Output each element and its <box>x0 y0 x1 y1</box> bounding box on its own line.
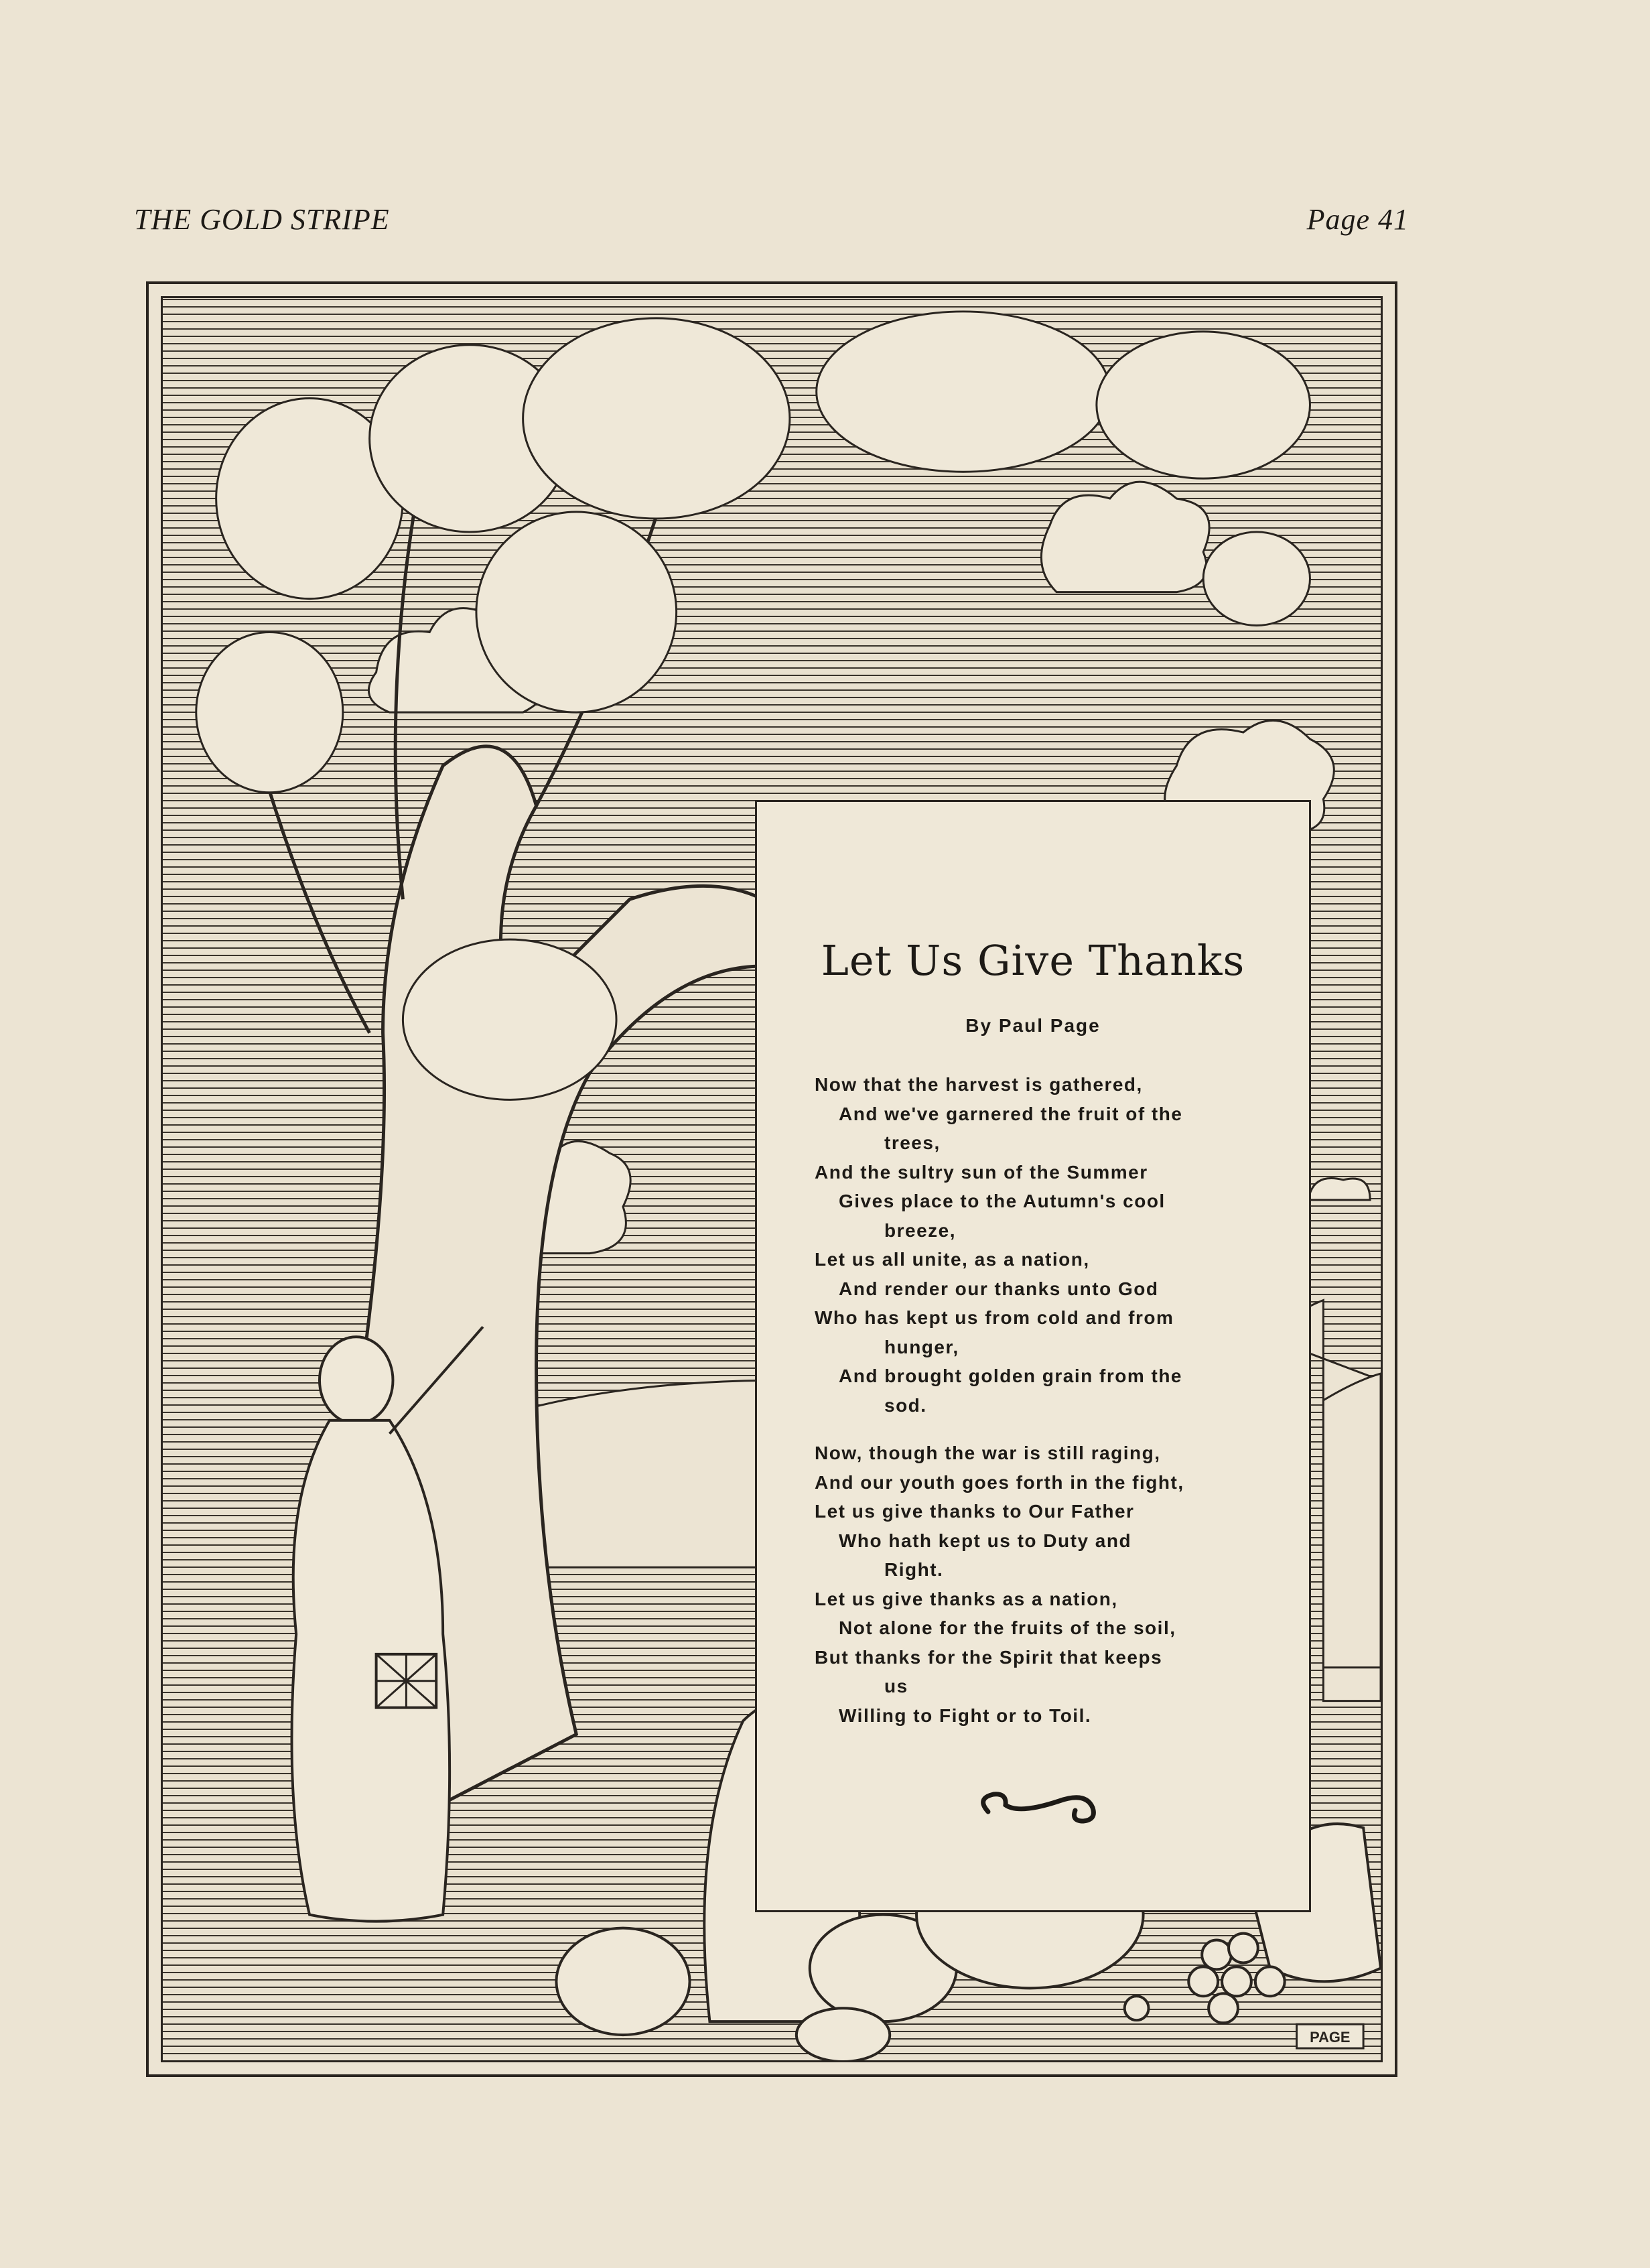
poem-line: Let us give thanks as a nation, <box>815 1588 1118 1609</box>
poem-line: Gives place to the Autumn's cool <box>839 1191 1166 1211</box>
running-head <box>134 196 1409 243</box>
poem-line: sod. <box>884 1394 927 1416</box>
poem-line: And brought golden grain from the <box>839 1365 1183 1386</box>
poem-line: But thanks for the Spirit that keeps <box>815 1646 1163 1668</box>
stanza-2 <box>815 1439 1257 1730</box>
poem-line: breeze, <box>884 1219 956 1241</box>
stanza-1 <box>815 1070 1257 1420</box>
poem-line: And the sultry sun of the Summer <box>815 1161 1148 1183</box>
poem-line: Who has kept us from cold and from <box>815 1307 1174 1328</box>
flourish-ornament <box>968 1784 1102 1830</box>
artist-signature <box>1297 2024 1364 2048</box>
poem-line: Let us all unite, as a nation, <box>815 1249 1090 1270</box>
poem-line: Now, though the war is still raging, <box>815 1443 1161 1463</box>
poem-line: hunger, <box>884 1336 959 1357</box>
poem-line: And our youth goes forth in the fight, <box>815 1471 1184 1493</box>
poem-line: Now that the harvest is gathered, <box>815 1074 1143 1095</box>
poem-line: Right. <box>884 1559 944 1580</box>
poem-line: Willing to Fight or to Toil. <box>839 1705 1092 1726</box>
magazine-title: THE GOLD STRIPE <box>134 202 390 236</box>
poem-line: Who hath kept us to Duty and <box>839 1530 1132 1551</box>
signature-text: PAGE <box>1310 2029 1351 2046</box>
page-number: Page 41 <box>1306 202 1409 236</box>
poem-line: us <box>884 1676 908 1696</box>
poem-byline: By Paul Page <box>965 1015 1101 1036</box>
poem-line: And we've garnered the fruit of the <box>839 1103 1183 1124</box>
illustration-frame <box>146 281 1397 2077</box>
poem-panel <box>755 800 1311 1912</box>
poem-line: Let us give thanks to Our Father <box>815 1501 1135 1522</box>
poem-line: Not alone for the fruits of the soil, <box>839 1617 1176 1638</box>
poem-line: And render our thanks unto God <box>839 1278 1159 1299</box>
poem-title: Let Us Give Thanks <box>821 936 1245 985</box>
poem-line: trees, <box>884 1132 941 1153</box>
